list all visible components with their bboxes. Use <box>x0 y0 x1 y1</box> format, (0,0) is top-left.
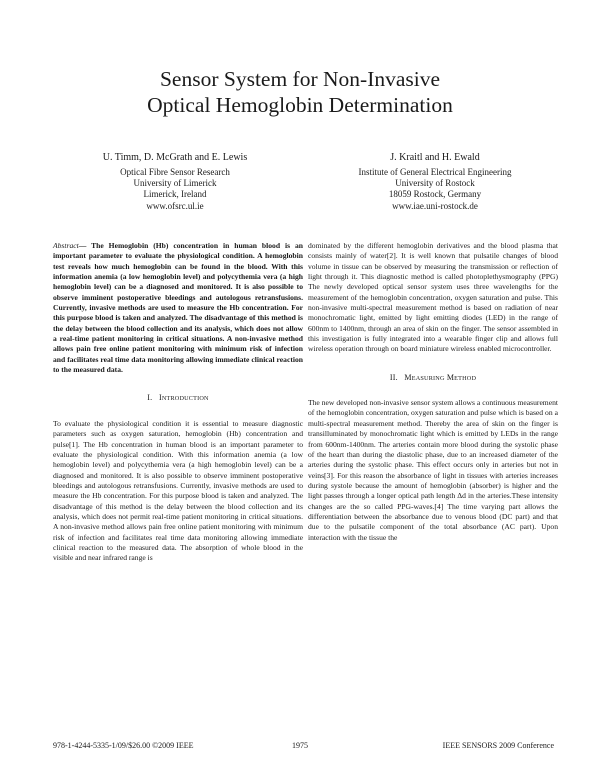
footer-copyright: 978-1-4244-5335-1/09/$26.00 ©2009 IEEE <box>53 741 194 750</box>
affiliation-line: University of Limerick <box>133 178 217 189</box>
right-column <box>308 241 558 543</box>
heading-initial: M <box>404 372 412 382</box>
author-names-right: J. Kraitl and H. Ewald <box>390 152 480 163</box>
affiliation-line: University of Rostock <box>395 178 475 189</box>
introduction-text: To evaluate the physiological condition it is essential to measure diagnostic parameters such as oxygen saturation, hemoglobin (Hb) concentration and pulse[1]. The Hb concentration in human blood is an important parameter to evaluate the physiological condition. With this information anemia (a low hemoglobin level) and polycythemia vera (a high hemoglobin level) can be a diagnosed and monitored. It is also possible to observe imminent postoperative bleedings and autologous retransfusions. Currently, invasive methods are used to measure the Hb concentration. For this purpose blood is taken and analyzed. The disadvantage of this method is the delay between the blood collection and its analysis, which does not permit real-time patient monitoring in critical situations. A non-invasive method allows pain free online patient monitoring with minimum risk of infection and facilitates real time data monitoring allowing immediate clinical reaction to the measured data. The absorption of whole blood in the visible and near infrared range is <box>53 418 303 563</box>
section-numeral: II. <box>389 372 398 382</box>
affiliation-line: Limerick, Ireland <box>143 189 207 200</box>
heading-smallcaps: ETHOD <box>454 374 477 382</box>
affiliation-line: Institute of General Electrical Engineering <box>358 167 512 177</box>
measuring-method-text: The new developed non-invasive sensor system allows a continuous measurement of the hemoglobin concentration, oxygen saturation and pulse which is based on a multi-spectral measurement method. Thereby the area of skin on the finger is transilluminated by monochromatic light which is emitted by LEDs in the range from 600nm-1400nm. The arteries contain more blood during the systolic phase of the heart than during the diastolic phase, due to an increased diameter of the arteries during the systolic phase. This effect occurs only in arteries but not in veins[3]. For this reason the absorbance of light in tissues with arteries increases during systole because the amount of hemoglobin (absorber) is higher and the light passes through a longer optical path length Δd in the arteries.These intensity changes are the so called PPG-waves.[4] The time varying part allows the differentiation between the absorbance due to venous blood (DC part) and that due to the pulsatile component of the total absorbance (AC part). Upon interaction with the tissue the <box>308 398 558 542</box>
paper-title <box>0 66 600 118</box>
author-names-left: U. Timm, D. McGrath and E. Lewis <box>102 152 248 163</box>
heading-smallcaps: NTRODUCTION <box>161 395 209 403</box>
footer-page-number: 1975 <box>292 741 308 750</box>
heading-initial: M <box>446 372 455 382</box>
abstract <box>53 241 303 375</box>
left-column <box>53 241 303 564</box>
affiliation-url: www.iae.uni-rostock.de <box>392 200 478 211</box>
title-line-2: Optical Hemoglobin Determination <box>147 93 453 117</box>
author-block-right <box>315 152 555 212</box>
section-heading-introduction <box>53 393 303 404</box>
affiliation-line: Optical Fibre Sensor Research <box>120 167 230 177</box>
footer-conference: IEEE SENSORS 2009 Conference <box>442 741 554 750</box>
affiliation-url: www.ofsrc.ul.ie <box>146 200 204 211</box>
abstract-text: — The Hemoglobin (Hb) concentration in human blood is an important parameter to evaluate the physiological condition. A hemoglobin test reveals how much hemoglobin can be found in the blood. With this information anemia (a low hemoglobin level) and polycythemia vera (a high hemoglobin level) can be a diagnosed and monitored. It is also possible to observe imminent postoperative bleedings and autologous retransfusions. Currently, invasive methods are used to measure the Hb concentration. For this purpose blood is taken and analyzed. The disadvantage of this method is the delay between the blood collection and its analysis, which does not allow a real-time patient monitoring in critical situations. A non-invasive method allows pain free online patient monitoring with minimum risk of infection and facilitates real time data monitoring allowing immediate clinical reaction to the measured data. <box>53 241 303 375</box>
heading-smallcaps: EASURING <box>411 374 445 382</box>
section-heading-measuring-method <box>308 373 558 384</box>
introduction-continued-text: dominated by the different hemoglobin derivatives and the blood plasma that consists mainly of water[2]. It is well known that pulsatile changes of blood volume in tissue can be observed by measuring the transmission or reflection of light through it. This diagnostic method is called photoplethysmography (PPG) The newly developed optical sensor system uses three wavelengths for the measurement of the hemoglobin concentration, oxygen saturation and pulse. This non-invasive multi-spectral measurement method is based on radiation of near monochromatic light, emitted by light emitting diodes (LED) in the range of 600nm to 1400nm, through an area of skin on the finger. The sensor assembled in this investigation is fully integrated into a wearable finger clip and allows full wireless operation through on board miniature wireless enabled microcontroller. <box>308 241 558 354</box>
heading-initial: I <box>158 393 162 403</box>
abstract-label: Abstract <box>53 241 79 250</box>
author-block-left <box>55 152 295 212</box>
section-numeral: I. <box>147 393 153 403</box>
affiliation-line: 18059 Rostock, Germany <box>388 189 482 200</box>
title-line-1: Sensor System for Non-Invasive <box>159 67 441 91</box>
